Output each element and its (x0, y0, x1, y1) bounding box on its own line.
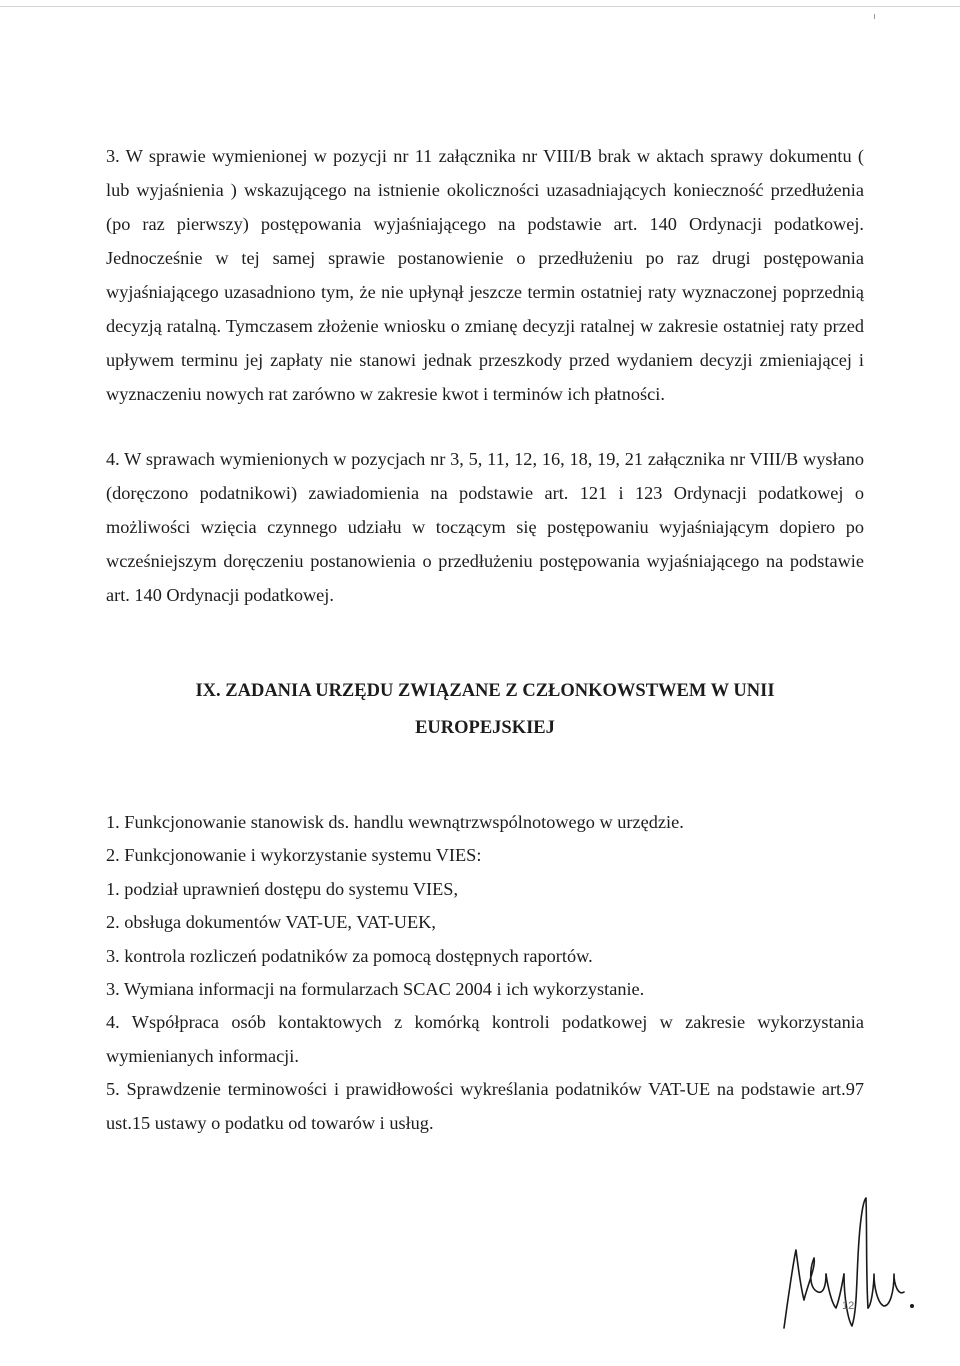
list-item: 3. kontrola rozliczeń podatników za pomocą dostępnych raportów. (106, 945, 593, 966)
tasks-list (106, 806, 864, 1140)
page-number: 12 (842, 1300, 855, 1312)
heading-line-2: EUROPEJSKIEJ (415, 718, 555, 738)
handwritten-signature (770, 1188, 920, 1338)
section-4-text: 4. W sprawach wymienionych w pozycjach nr 3, 5, 11, 12, 16, 18, 19, 21 załącznika nr VIII/B wysłano (doręczono podatnikowi) zawiadomienia na podstawie art. 121 i 123 Ordynacji podatkowej o możliwości wzięcia czynnego udziału w toczącym się postępowaniu wyjaśniającym dopiero po wcześniejszym doręczeniu postanowienia o przedłużeniu postępowania wyjaśniającego na podstawie art. 140 Ordynacji podatkowej. (106, 449, 864, 605)
list-item: 4. Współpraca osób kontaktowych z komórką kontroli podatkowej w zakresie wykorzystania wymienianych informacji. (106, 1012, 864, 1066)
list-item: 1. podział uprawnień dostępu do systemu VIES, (106, 878, 459, 899)
section-3-text: 3. W sprawie wymienionej w pozycji nr 11 załącznika nr VIII/B brak w aktach sprawy dokumentu ( lub wyjaśnienia ) wskazującego na istnienie okoliczności uzasadniających konieczność przedłużenia (po raz pierwszy) postępowania wyjaśniającego na podstawie art. 140 Ordynacji podatkowej. Jednocześnie w tej samej sprawie postanowienie o przedłużeniu po raz drugi postępowania wyjaśniającego uzasadniono tym, że nie upłynął jeszcze termin ostatniej raty wyznaczonej poprzednią decyzją ratalną. Tymczasem złożenie wniosku o zmianę decyzji ratalnej w zakresie ostatniej raty przed upływem terminu jej zapłaty nie stanowi jednak przeszkody przed wydaniem decyzji zmieniającej i wyznaczeniu nowych rat zarówno w zakresie kwot i terminów ich płatności. (106, 146, 864, 404)
list-item: 3. Wymiana informacji na formularzach SCAC 2004 i ich wykorzystanie. (106, 979, 645, 1000)
list-item: 2. Funkcjonowanie i wykorzystanie systemu VIES: (106, 845, 482, 866)
list-item: 2. obsługa dokumentów VAT-UE, VAT-UEK, (106, 912, 436, 933)
section-4-paragraph (106, 442, 864, 612)
section-3-paragraph (106, 139, 864, 411)
list-item: 1. Funkcjonowanie stanowisk ds. handlu wewnątrzwspólnotowego w urzędzie. (106, 812, 684, 832)
scan-mark (874, 14, 875, 19)
section-ix-heading (106, 673, 864, 747)
scan-edge-line (0, 6, 960, 7)
heading-line-1: IX. ZADANIA URZĘDU ZWIĄZANE Z CZŁONKOWSTWEM W UNII (195, 681, 775, 701)
list-item: 5. Sprawdzenie terminowości i prawidłowości wykreślania podatników VAT-UE na podstawie art.97 ust.15 ustawy o podatku od towarów i usług. (106, 1079, 864, 1133)
